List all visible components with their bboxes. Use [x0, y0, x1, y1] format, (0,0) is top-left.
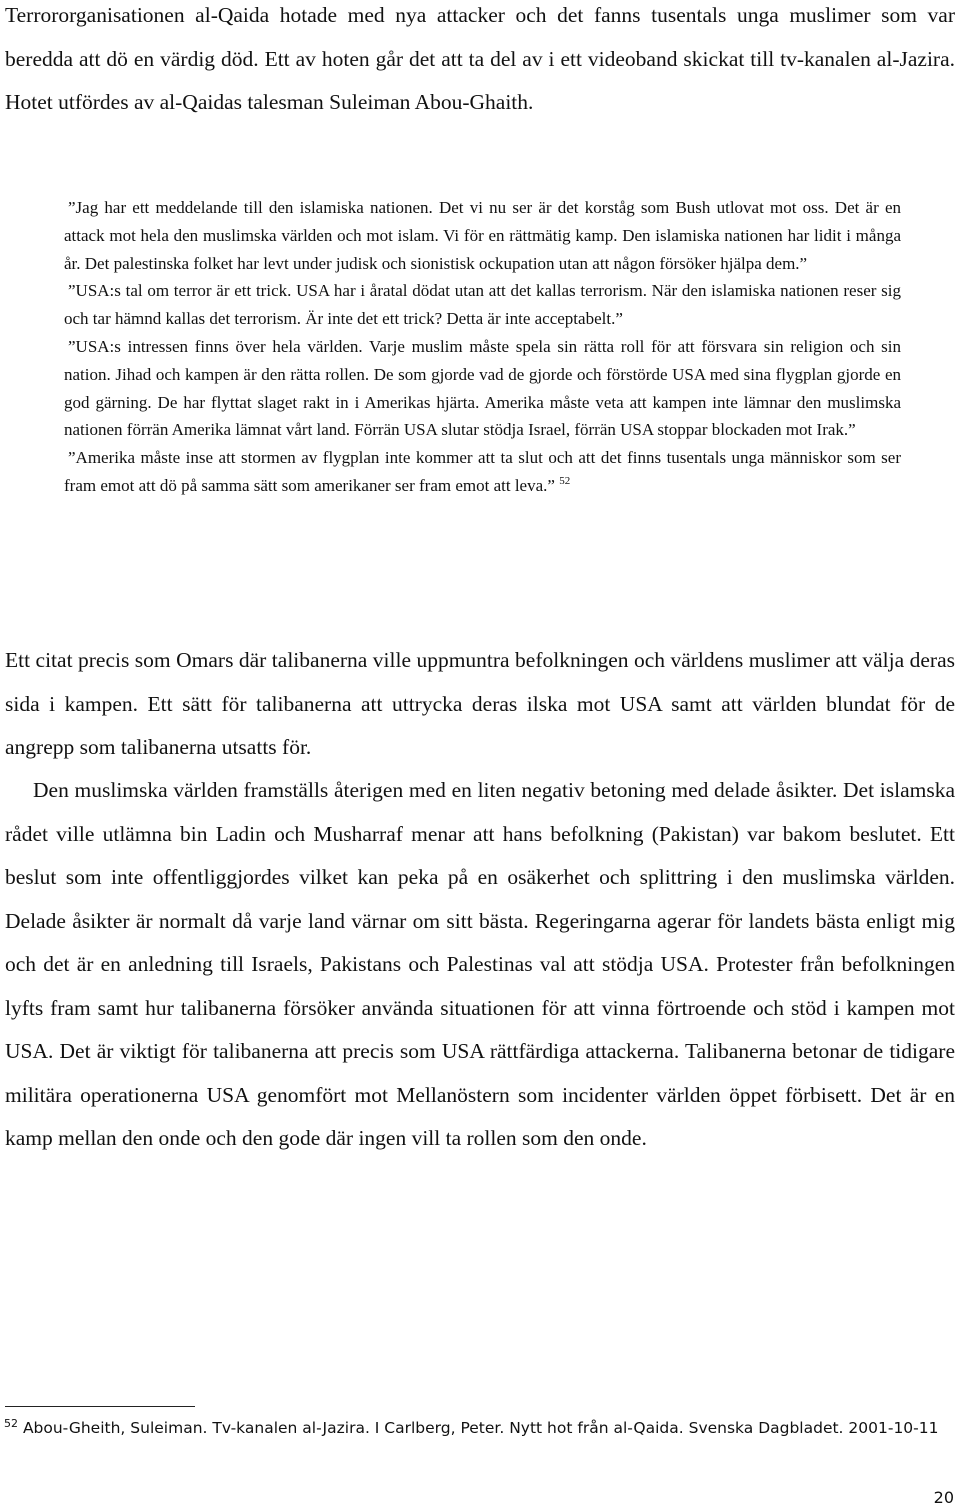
quote-paragraph-4-text: ”Amerika måste inse att stormen av flygplan inte kommer att ta slut och att det finns tusentals unga människor som ser fram emot att dö på samma sätt som amerikaner ser fram emot att leva.” [64, 448, 901, 495]
quote-paragraph-3: ”USA:s intressen finns över hela världen. Varje muslim måste spela sin rätta roll för att försvara sin religion och sin nation. Jihad och kampen är den rätta rollen. De som gjorde vad de gjorde och förstörde USA med sina flygplan gjorde en god gärning. De har flyttat slaget rakt in i Amerikas hjärta. Amerika måste veta att kampen inte lämnar den muslimska nationen förrän Amerika lämnat vårt land. Förrän USA slutar stödja Israel, förrän USA stoppar blockaden mot Irak.” [64, 336, 901, 440]
footnote-number: 52 [4, 1417, 18, 1430]
page-number: 20 [933, 1488, 954, 1507]
intro-paragraph: Terrororganisationen al-Qaida hotade med nya attacker och det fanns tusentals unga muslimer som var beredda att dö en värdig död. Ett av hoten går det att ta del av i ett videoband skickat till tv-kanalen al-Jazira. Hotet utfördes av al-Qaidas talesman Suleiman Abou-Ghaith. [5, 3, 955, 114]
footnote-text: Abou-Gheith, Suleiman. Tv-kanalen al-Jazira. I Carlberg, Peter. Nytt hot från al-Qaida. Svenska Dagbladet. 2001-10-11 [22, 1419, 939, 1437]
quote-paragraph-1: ”Jag har ett meddelande till den islamiska nationen. Det vi nu ser är det korståg som Bush utlovat mot oss. Det är en attack mot hela den muslimska världen och mot islam. Vi för en rättmätig kamp. Den islamiska nationen har lidit i många år. Det palestinska folket har levt under judisk och sionistisk ockupation utan att någon försöker hjälpa dem.” [64, 198, 901, 273]
footnote-reference: 52 [559, 474, 571, 487]
quote-paragraph-2: ”USA:s tal om terror är ett trick. USA har i åratal dödat utan att det kallas terrorism. När den islamiska nationen reser sig och tar hämnd kallas det terrorism. Är inte det ett trick? Detta är inte acceptabelt.” [64, 281, 901, 329]
analysis-paragraph-2: Den muslimska världen framställs återigen med en liten negativ betoning med delade åsikter. Det islamska rådet ville utlämna bin Ladin och Musharraf menar att hans befolkning (Pakistan) var bakom beslutet. Ett beslut som inte offentliggjordes vilket kan peka på en osäkerhet och splittring i den muslimska världen. Delade åsikter är normalt då varje land värnar om sitt bästa. Regeringarna agerar för landets bästa enligt mig och det är en anledning till Israels, Pakistans och Palestinas val att stödja USA. Protester från befolkningen lyfts fram samt hur talibanerna försöker använda situationen för att vinna förtroende och stöd i kampen mot USA. Det är viktigt för talibanerna att precis som USA rättfärdiga attackerna. Talibanerna betonar de tidigare militära operationerna USA genomfört mot Mellanöstern som incidenter världen öppet förbisett. Det är en kamp mellan den onde och den gode där ingen vill ta rollen som den onde. [5, 778, 955, 1150]
footnote [4, 1416, 954, 1440]
analysis-paragraph-1: Ett citat precis som Omars där talibanerna ville uppmuntra befolkningen och världens muslimer att välja deras sida i kampen. Ett sätt för talibanerna att uttrycka deras ilska mot USA samt att världen blundat för de angrepp som talibanerna utsatts för. [5, 648, 955, 759]
footnote-divider [5, 1406, 195, 1407]
quote-paragraph-4 [64, 444, 901, 500]
block-quote [64, 194, 901, 500]
